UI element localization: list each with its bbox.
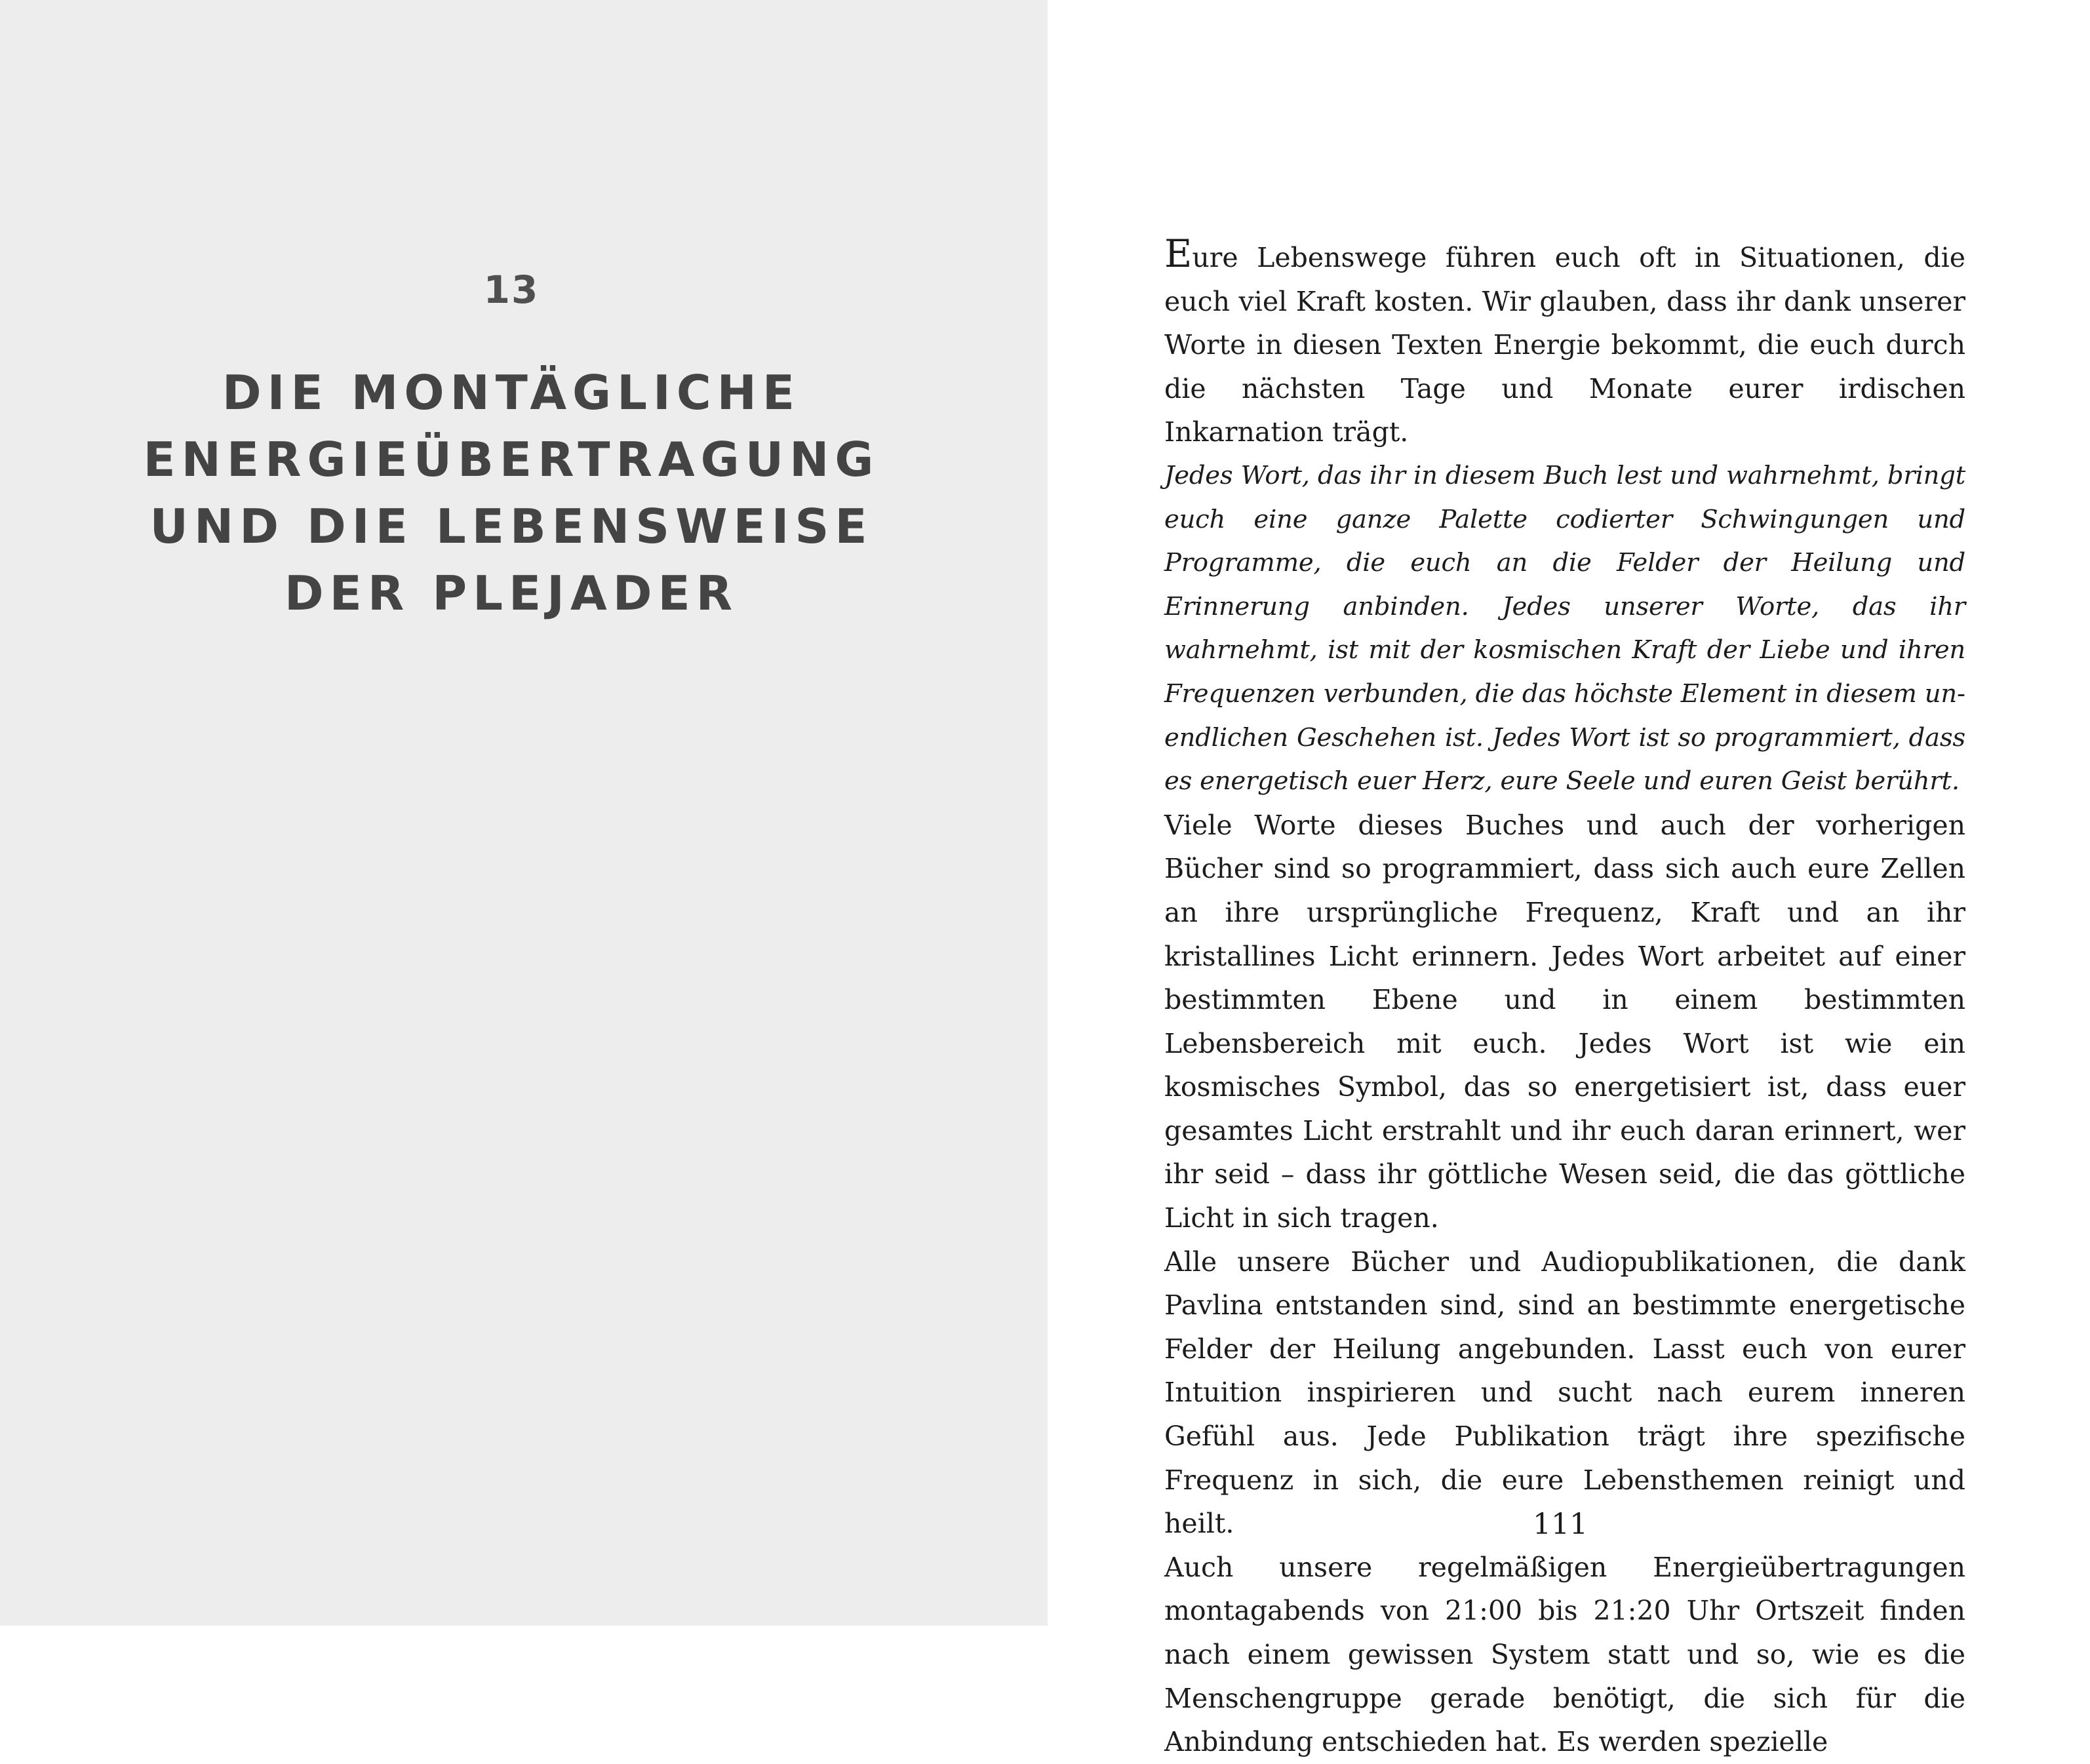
- paragraph-text: ure Lebenswege führen euch oft in Situationen, die euch viel Kraft kosten. Wir glauben, dass ihr dank unserer Worte in diesen Texten Energie bekommt, die euch durch die nächsten Tage und Monate eurer irdischen Inkarnation trägt.: [1164, 242, 1965, 448]
- chapter-title-line: UND DIE LEBENSWEISE: [149, 499, 873, 554]
- chapter-opener-page: [0, 0, 1048, 1626]
- chapter-title-line: ENERGIEÜBERTRAGUNG: [143, 432, 880, 487]
- initial-letter: E: [1164, 231, 1193, 276]
- chapter-title-line: DER PLEJADER: [284, 566, 739, 621]
- page-number: 111: [1533, 1508, 1588, 1541]
- paragraph: Viele Worte dieses Buches und auch der vorherigen Bücher sind so programmiert, dass sich auch eure Zellen an ihre ursprüngliche Frequenz, Kraft und an ihr kristallines Licht erinnern. Jedes Wort arbeitet auf einer bestimmten Ebene und in einem bestimmten Lebensbereich mit euch. Jedes Wort ist wie ein kosmisches Symbol, das so energetisiert ist, dass euer gesamtes Licht erstrahlt und ihr euch daran erinnert, wer ihr seid – dass ihr göttliche Wesen seid, die das göttliche Licht in sich tragen.: [1164, 809, 1965, 1234]
- chapter-title: [0, 359, 1023, 627]
- chapter-number: 13: [483, 267, 540, 312]
- paragraph-italic: Jedes Wort, das ihr in diesem Buch lest und wahrnehmt, bringt euch eine ganze Palette codierter Schwingungen und Programme, die euch an die Felder der Heilung und Erinnerung anbinden. Jedes unserer Worte, das ihr wahrnehmt, ist mit der kosmischen Kraft der Liebe und ihren Frequenzen verbunden, die das höchste Element in diesem unendlichen Geschehen ist. Jedes Wort ist so programmiert, dass es energetisch euer Herz, eure Seele und euren Geist berührt.: [1164, 460, 1965, 796]
- paragraph: Alle unsere Bücher und Audiopublikationen, die dank Pavlina entstanden sind, sind an bestimmte energetische Felder der Heilung angebunden. Lasst euch von eurer Intuition inspirieren und sucht nach eurem inneren Gefühl aus. Jede Publikation trägt ihre spezifische Frequenz in sich, die eure Lebensthemen reinigt und heilt.: [1164, 1245, 1965, 1540]
- paragraph: Auch unsere regelmäßigen Energieübertragungen montagabends von 21:00 bis 21:20 Uhr Ortszeit finden nach einem gewissen System statt und so, wie es die Menschengruppe gerade benötigt, die sich für die Anbindung entschieden hat. Es werden spezielle: [1164, 1551, 1965, 1758]
- chapter-title-line: DIE MONTÄGLICHE: [222, 365, 801, 420]
- paragraph: [1164, 232, 1965, 454]
- wave-line-illustration: [0, 0, 1048, 1626]
